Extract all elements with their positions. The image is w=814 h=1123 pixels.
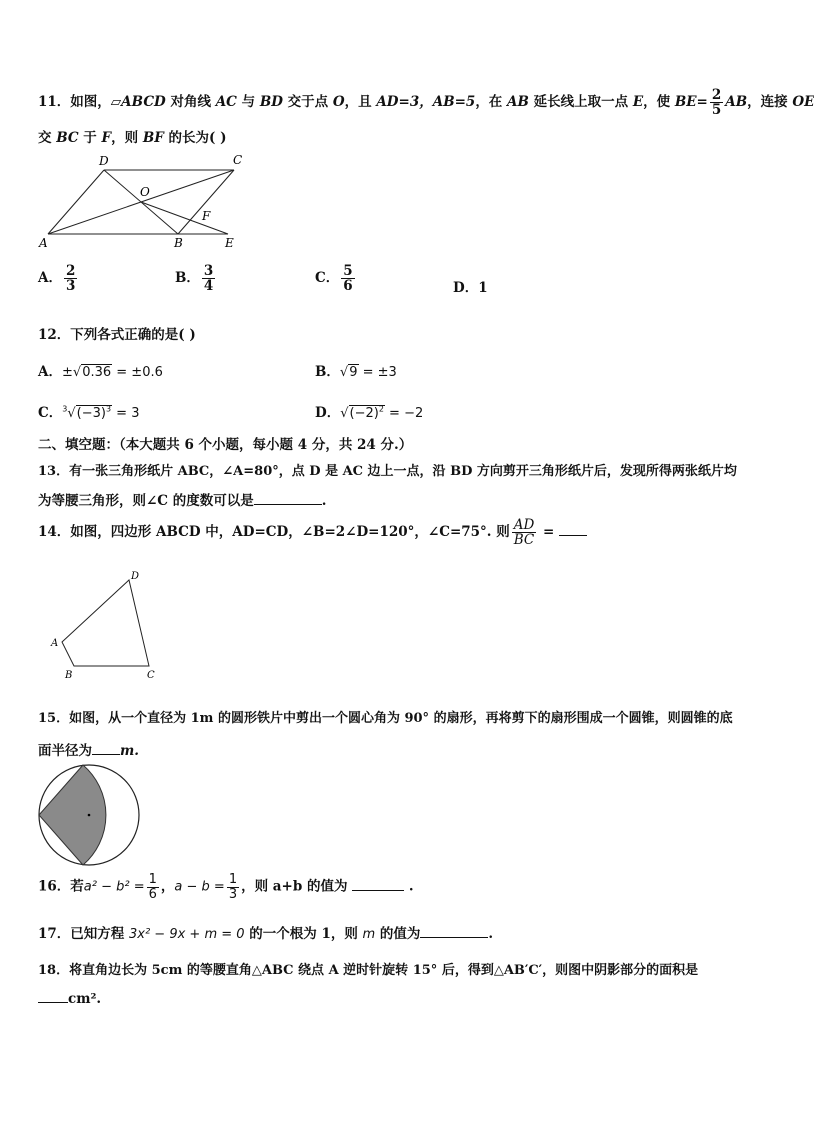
q11-option-a <box>38 264 79 293</box>
shaded-sector <box>39 765 106 865</box>
q15-unit: m. <box>120 743 139 759</box>
q13-text: 为等腰三角形，则∠C 的度数可以是 <box>38 493 254 509</box>
q13-line1: 13．有一张三角形纸片 ABC，∠A=80°，点 D 是 AC 边上一点，沿 BD 方向剪开三角形纸片后，发现所得两张纸片均 <box>38 464 737 479</box>
q17-m: m <box>362 927 376 942</box>
frac-den: 4 <box>203 278 214 295</box>
option-fraction <box>64 264 77 293</box>
label-c: C <box>233 153 243 167</box>
radicand-base: (−3) <box>76 406 106 421</box>
option-key: A． <box>38 270 62 287</box>
q16-end: . <box>408 878 414 895</box>
frac-num: 2 <box>711 87 722 103</box>
q17-text: 的值为 <box>375 926 421 942</box>
q18-unit: cm². <box>68 991 102 1007</box>
q15-text: 面半径为 <box>38 743 92 759</box>
q16-expr1: a² − b² = <box>83 879 145 895</box>
q14-answer-blank[interactable] <box>559 535 587 536</box>
q17-text: 的一个根为 1，则 <box>244 926 363 942</box>
q11-text: ，使 <box>643 94 675 111</box>
exponent: 2 <box>378 404 384 414</box>
q17-text: 17．已知方程 <box>38 926 129 942</box>
q11-point-f: F <box>101 130 112 146</box>
q15-line2 <box>38 739 139 759</box>
label-b: B <box>65 670 73 681</box>
q11-point-o: O <box>332 94 345 111</box>
label-d: D <box>99 154 109 168</box>
option-key: B． <box>315 364 340 380</box>
exponent: 3 <box>105 404 112 414</box>
q11-text: ，连接 <box>747 94 793 111</box>
q16-frac1 <box>147 873 159 901</box>
q12-option-a <box>38 360 163 380</box>
q11-seg-oe: OE <box>792 94 814 111</box>
q15-figure <box>37 764 141 866</box>
q11-seg-bd: BD <box>259 94 283 111</box>
sqrt-sign: √ <box>339 365 349 380</box>
option-rhs: = 3 <box>112 406 140 421</box>
option-key: D． <box>315 405 341 421</box>
q16-text: ，则 a+b 的值为 <box>241 878 348 895</box>
label-o: O <box>140 185 150 199</box>
q16-text: 16．若 <box>38 878 84 895</box>
q11-option-b <box>175 264 217 293</box>
q14-line <box>38 518 587 547</box>
option-rhs: = ±3 <box>358 365 397 380</box>
q11-text: 与 <box>236 94 260 111</box>
q11-seg-bf: BF <box>142 130 164 146</box>
q11-fraction <box>710 88 723 117</box>
q16-expr2: a − b = <box>174 879 225 895</box>
q16-answer-blank[interactable] <box>352 890 404 891</box>
sqrt-sign: √ <box>67 406 76 421</box>
frac-num: 5 <box>343 263 353 279</box>
q11-be: BE= <box>674 94 708 111</box>
q11-text: 交于点 <box>282 94 333 111</box>
radicand <box>349 405 385 421</box>
q18-line1: 18．将直角边长为 5cm 的等腰直角△ABC 绕点 A 逆时针旋转 15° 后，得到△AB′C′，则图中阴影部分的面积是 <box>38 963 699 978</box>
option-key: D． <box>453 280 479 296</box>
label-e: E <box>225 236 234 250</box>
radicand-base: (−2) <box>349 406 379 421</box>
q11-text: 于 <box>78 130 102 146</box>
sqrt-sign: √ <box>340 406 349 421</box>
label-c: C <box>147 670 155 681</box>
frac-den: BC <box>513 532 535 549</box>
q16-frac2 <box>227 873 239 901</box>
frac-num: AD <box>513 517 535 533</box>
q12-option-d <box>315 401 423 421</box>
option-fraction <box>341 264 354 293</box>
frac-den: 3 <box>65 278 76 295</box>
q17-equation: 3x² − 9x + m = 0 <box>129 927 245 942</box>
q11-text: 延长线上取一点 <box>528 94 633 111</box>
line-oe <box>141 202 228 234</box>
q11-seg-ac: AC <box>215 94 237 111</box>
q11-text: 交 <box>38 130 57 146</box>
frac-num: 1 <box>148 872 157 887</box>
frac-den: 3 <box>228 886 238 902</box>
q15-line1: 15．如图，从一个直径为 1m 的圆形铁片中剪出一个圆心角为 90° 的扇形，再将剪下的扇形围成一个圆锥，则圆锥的底 <box>38 711 733 726</box>
q12-option-b <box>315 360 397 380</box>
q11-line2 <box>38 126 227 146</box>
q11-seg-ab2: AB <box>725 94 748 111</box>
q17-end: . <box>488 926 494 942</box>
q11-point-e: E <box>632 94 644 111</box>
q11-text: 对角线 <box>165 94 216 111</box>
q11-text: 的长为( ) <box>163 130 227 146</box>
q11-text: 如图， <box>70 94 111 111</box>
q18-answer-blank[interactable] <box>38 1002 68 1003</box>
option-rhs: = ±0.6 <box>112 365 163 380</box>
q11-parallelogram: ▱ABCD <box>110 94 166 111</box>
label-f: F <box>202 209 211 223</box>
frac-den: 6 <box>148 886 157 902</box>
q14-fraction <box>512 518 537 547</box>
q12-option-c <box>38 401 139 421</box>
option-key: C． <box>38 405 63 421</box>
q13-end: . <box>321 493 327 509</box>
q15-answer-blank[interactable] <box>92 754 120 755</box>
root-index: 3 <box>62 404 68 414</box>
q11-seg-bc: BC <box>56 130 79 146</box>
frac-den: 6 <box>343 278 353 295</box>
q11-figure <box>36 150 256 250</box>
q11-number: 11． <box>38 94 71 111</box>
q11-given: AD=3，AB=5 <box>376 94 476 111</box>
q14-text: 14．如图，四边形 ABCD 中，AD=CD，∠B=2∠D=120°，∠C=75°. 则 <box>38 524 510 541</box>
option-key: A． <box>38 364 62 380</box>
radicand: 9 <box>349 365 358 380</box>
q18-line2 <box>38 991 101 1007</box>
option-fraction <box>202 264 215 293</box>
label-a: A <box>39 236 48 250</box>
frac-den: 5 <box>711 102 722 119</box>
q11-line1 <box>38 88 814 117</box>
label-a: A <box>51 638 59 649</box>
label-d: D <box>131 571 140 582</box>
option-sign: ± <box>61 365 73 380</box>
q13-answer-blank[interactable] <box>254 504 322 505</box>
q11-option-d <box>453 276 488 296</box>
label-b: B <box>174 236 183 250</box>
radicand: 0.36 <box>82 365 112 380</box>
q16-sep: ， <box>160 878 175 895</box>
radicand <box>76 405 112 421</box>
option-key: C． <box>315 270 340 287</box>
quadrilateral-abcd <box>62 580 149 666</box>
section-heading: 二、填空题：（本大题共 6 个小题，每小题 4 分，共 24 分.） <box>38 437 413 453</box>
frac-num: 1 <box>228 872 238 887</box>
q11-seg-ab: AB <box>507 94 529 111</box>
option-value: 1 <box>478 280 488 296</box>
q16-line <box>38 873 414 901</box>
q11-text: ，在 <box>475 94 508 111</box>
frac-num: 2 <box>65 263 76 279</box>
q11-text: ，且 <box>344 94 377 111</box>
center-dot <box>88 814 91 817</box>
sqrt-sign: √ <box>72 365 82 380</box>
q11-option-c <box>315 264 357 293</box>
q14-eq: = <box>538 524 560 541</box>
q13-line2 <box>38 489 326 509</box>
frac-num: 3 <box>203 263 214 279</box>
q17-answer-blank[interactable] <box>420 937 488 938</box>
q14-figure <box>44 568 174 686</box>
q17-line <box>38 922 493 942</box>
q11-text: ，则 <box>111 130 143 146</box>
q12-stem: 12．下列各式正确的是( ) <box>38 327 196 343</box>
option-rhs: = −2 <box>384 406 424 421</box>
option-key: B． <box>175 270 200 287</box>
